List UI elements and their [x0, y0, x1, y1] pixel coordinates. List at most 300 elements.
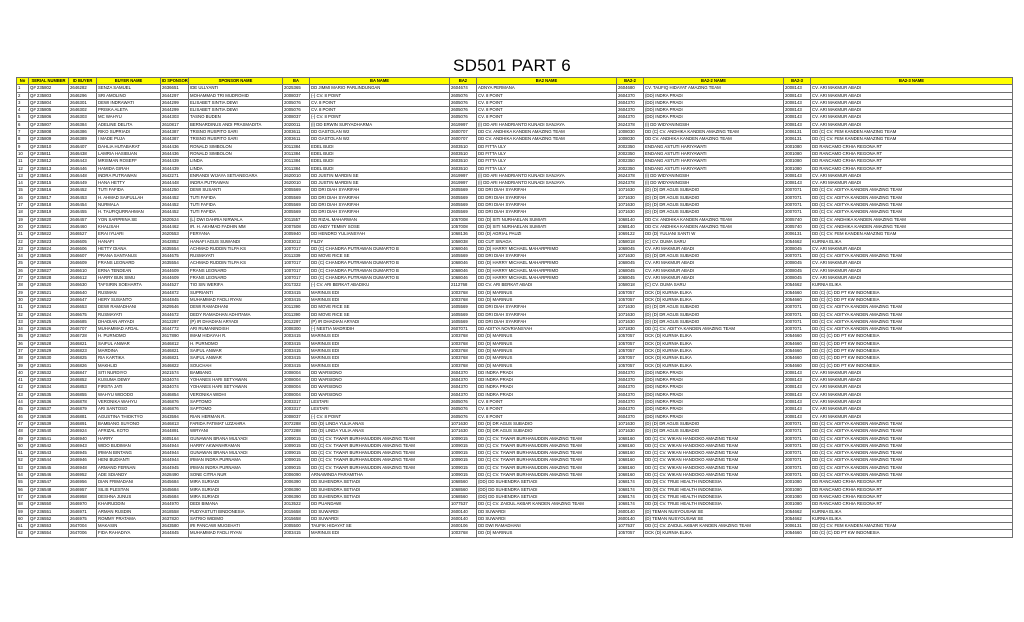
table-cell[interactable]: 2008143: [784, 399, 811, 406]
table-cell[interactable]: 2600140: [450, 515, 477, 522]
table-cell[interactable]: 1003768: [450, 340, 477, 347]
table-cell[interactable]: 2020011: [283, 121, 310, 128]
table-cell[interactable]: 2008143: [784, 92, 811, 99]
table-cell[interactable]: YOHANES HARI SETYAWAN: [189, 384, 283, 391]
table-cell[interactable]: 2604370: [617, 413, 644, 420]
table-cell[interactable]: DD (C) CV. ADITYA KANDEN AMAZING TEAM: [811, 209, 1013, 216]
table-cell[interactable]: DD RANCAMO CRHIA REGONA RT: [811, 493, 1013, 500]
table-cell[interactable]: CV. ARI MAKMUR ABADI: [811, 121, 1013, 128]
table-cell[interactable]: 62: [17, 530, 29, 537]
table-cell[interactable]: 2600106: [450, 523, 477, 530]
table-cell[interactable]: 2619997: [450, 121, 477, 128]
table-cell[interactable]: 1071630: [617, 428, 644, 435]
table-cell[interactable]: DD (D) CV. TRUE HEALTH INDONESIA: [644, 493, 784, 500]
table-cell[interactable]: 1057008: [450, 223, 477, 230]
table-cell[interactable]: 2604370: [617, 369, 644, 376]
table-cell[interactable]: SOUCHAH: [189, 362, 283, 369]
table-cell[interactable]: 6: [17, 121, 29, 128]
table-cell[interactable]: 1071630: [617, 304, 644, 311]
table-cell[interactable]: Q# 236522: [29, 296, 69, 303]
table-cell[interactable]: 2007071: [784, 435, 811, 442]
table-cell[interactable]: EDEL BUDI: [310, 143, 450, 150]
table-cell[interactable]: DCK (D) KURNIA ELIKA: [644, 340, 784, 347]
table-cell[interactable]: 59: [17, 508, 29, 515]
table-cell[interactable]: 1605569: [450, 304, 477, 311]
table-cell[interactable]: SAPTOMO: [189, 406, 283, 413]
table-cell[interactable]: 1068174: [617, 493, 644, 500]
table-cell[interactable]: H. PURNOMO: [97, 333, 161, 340]
table-cell[interactable]: TUTI FAFIDA: [189, 202, 283, 209]
table-cell[interactable]: DD DRI DIAH SYARIFAH: [477, 209, 617, 216]
table-cell[interactable]: DD (C) CV. WIKAN HANDOKO AMAZING TEAM: [644, 472, 784, 479]
table-cell[interactable]: 2005076: [283, 99, 310, 106]
table-cell[interactable]: SATRIO WIDIMO: [189, 515, 283, 522]
table-cell[interactable]: 2013522: [283, 501, 310, 508]
table-cell[interactable]: YON SARPRINA SE: [97, 216, 161, 223]
table-cell[interactable]: 2644452: [161, 202, 189, 209]
table-cell[interactable]: MARINUS EDI: [310, 530, 450, 537]
table-cell[interactable]: 45: [17, 406, 29, 413]
table-cell[interactable]: Q# 235808: [29, 129, 69, 136]
table-cell[interactable]: BAMBANG SUYONO: [97, 420, 161, 427]
table-cell[interactable]: 2646812: [161, 340, 189, 347]
table-cell[interactable]: 1003768: [450, 530, 477, 537]
table-cell[interactable]: 2644675: [161, 253, 189, 260]
table-cell[interactable]: (-) CV. 8 POINT: [310, 413, 450, 420]
table-cell[interactable]: 2644609: [161, 275, 189, 282]
table-cell[interactable]: 12: [17, 165, 29, 172]
table-cell[interactable]: ADNYA PERMANA: [477, 85, 617, 92]
table-cell[interactable]: 2646881: [69, 413, 97, 420]
table-cell[interactable]: DD SUWARDI: [310, 515, 450, 522]
table-cell[interactable]: 2646847: [69, 369, 97, 376]
table-cell[interactable]: 2008143: [784, 406, 811, 413]
table-cell[interactable]: MUHAMMAD AFDAL: [97, 326, 161, 333]
table-cell[interactable]: 18: [17, 209, 29, 216]
table-cell[interactable]: 2003415: [283, 530, 310, 537]
table-cell[interactable]: DD (C) CV. WIKAN HANDOKO AMAZING TEAM: [644, 464, 784, 471]
table-cell[interactable]: TRISNO RUSPITO SARI: [189, 129, 283, 136]
table-cell[interactable]: 16: [17, 194, 29, 201]
table-cell[interactable]: 2605076: [450, 406, 477, 413]
table-cell[interactable]: 2604370: [617, 399, 644, 406]
table-cell[interactable]: 2647004: [69, 523, 97, 530]
table-cell[interactable]: RUSMAN: [97, 289, 161, 296]
table-cell[interactable]: 2054662: [784, 238, 811, 245]
table-cell[interactable]: 2604370: [617, 384, 644, 391]
table-cell[interactable]: 32: [17, 311, 29, 318]
table-cell[interactable]: 2635554: [161, 245, 189, 252]
table-cell[interactable]: Q# 236542: [29, 442, 69, 449]
table-cell[interactable]: (I) DD ERWIN SURYADHARMA: [310, 121, 450, 128]
table-cell[interactable]: FARIDA FATIMAT UZZAHRA: [189, 420, 283, 427]
table-cell[interactable]: CV. ARI MAKMUR ABADI: [811, 275, 1013, 282]
table-cell[interactable]: (D) (D) DR AGUS SUBADIO: [644, 428, 784, 435]
table-cell[interactable]: DD (C) CV. ADITYA KANDEN AMAZING TEAM: [811, 318, 1013, 325]
table-cell[interactable]: Q# 236536: [29, 399, 69, 406]
table-cell[interactable]: Q# 235816: [29, 187, 69, 194]
table-cell[interactable]: DEDI BIMANA: [189, 501, 283, 508]
table-cell[interactable]: 2001080: [784, 501, 811, 508]
table-cell[interactable]: 53: [17, 464, 29, 471]
table-cell[interactable]: 1009015: [283, 450, 310, 457]
table-cell[interactable]: TUTI FAFIDA: [189, 209, 283, 216]
table-cell[interactable]: Q# 236523: [29, 304, 69, 311]
table-cell[interactable]: DD DRI DIAH SYARIFAH: [477, 311, 617, 318]
table-cell[interactable]: 23: [17, 245, 29, 252]
table-cell[interactable]: INDRA PUTRAWAN: [97, 172, 161, 179]
table-cell[interactable]: 2005569: [283, 194, 310, 201]
table-cell[interactable]: Q# 236552: [29, 515, 69, 522]
table-cell[interactable]: 2025365: [283, 85, 310, 92]
table-cell[interactable]: DEWI SUSANTI: [189, 187, 283, 194]
table-cell[interactable]: Q# 235811: [29, 150, 69, 157]
table-cell[interactable]: DD (C) CV. ADITYA KANDEN AMAZING TEAM: [811, 450, 1013, 457]
table-cell[interactable]: H. PURNOMO: [189, 340, 283, 347]
table-cell[interactable]: 1058038: [450, 238, 477, 245]
table-cell[interactable]: Q# 235803: [29, 92, 69, 99]
table-cell[interactable]: 1068560: [450, 479, 477, 486]
table-cell[interactable]: 1605569: [450, 311, 477, 318]
table-cell[interactable]: HARRY: [97, 435, 161, 442]
table-cell[interactable]: 2644439: [161, 165, 189, 172]
table-cell[interactable]: Q# 236535: [29, 391, 69, 398]
table-cell[interactable]: 2008004: [283, 384, 310, 391]
table-cell[interactable]: Q# 236553: [29, 523, 69, 530]
table-cell[interactable]: FRANS LEONARD: [189, 275, 283, 282]
table-cell[interactable]: (-) CV. 8 POINT: [310, 92, 450, 99]
table-cell[interactable]: Q# 236529: [29, 347, 69, 354]
table-cell[interactable]: 2646685: [69, 318, 97, 325]
table-cell[interactable]: 1068045: [617, 260, 644, 267]
table-cell[interactable]: 1068160: [617, 435, 644, 442]
table-cell[interactable]: Q# 235820: [29, 216, 69, 223]
table-cell[interactable]: DD SUWARDI: [477, 515, 617, 522]
table-cell[interactable]: DD MOVE RICE SE: [310, 311, 450, 318]
table-cell[interactable]: TIO SIN WERIFA: [189, 282, 283, 289]
table-cell[interactable]: MARINUS EDI: [310, 333, 450, 340]
table-cell[interactable]: DD (D) MARINUS: [477, 296, 617, 303]
table-cell[interactable]: 2008143: [784, 114, 811, 121]
table-cell[interactable]: 4: [17, 107, 29, 114]
table-cell[interactable]: 2646945: [69, 450, 97, 457]
table-cell[interactable]: 2646957: [69, 486, 97, 493]
table-cell[interactable]: Q# 236530: [29, 355, 69, 362]
table-cell[interactable]: ACHMAD RUDDIN TILPA KS: [189, 260, 283, 267]
table-cell[interactable]: 2604370: [450, 377, 477, 384]
table-cell[interactable]: 2603510: [450, 143, 477, 150]
table-cell[interactable]: DD ANDY TEMMY SOSE: [310, 223, 450, 230]
table-cell[interactable]: DD (D) LINDA YULIA ANAS: [310, 428, 450, 435]
table-cell[interactable]: 1605569: [450, 318, 477, 325]
table-cell[interactable]: Q# 235814: [29, 172, 69, 179]
table-cell[interactable]: 51: [17, 450, 29, 457]
table-cell[interactable]: 2054660: [784, 333, 811, 340]
table-cell[interactable]: DD (C) CV. TAWAR BURHANUDDIN AMAZING TEAM: [477, 442, 617, 449]
table-cell[interactable]: 2644970: [161, 501, 189, 508]
table-cell[interactable]: Q# 236534: [29, 384, 69, 391]
table-cell[interactable]: 38: [17, 355, 29, 362]
table-cell[interactable]: DD (D) MARINUS: [477, 355, 617, 362]
table-cell[interactable]: 1009015: [450, 442, 477, 449]
table-cell[interactable]: DD (C) CHANDRA PUTRAWAN DUMARTO B: [310, 245, 450, 252]
table-cell[interactable]: 2646958: [69, 493, 97, 500]
column-header[interactable]: BA2-3: [784, 78, 811, 85]
table-cell[interactable]: 2617890: [161, 333, 189, 340]
table-cell[interactable]: CV. ARI MAKMUR ABADI: [811, 99, 1013, 106]
table-cell[interactable]: 1003768: [450, 296, 477, 303]
table-cell[interactable]: 2646443: [69, 158, 97, 165]
table-cell[interactable]: DIAN FRIMADANI: [97, 479, 161, 486]
table-cell[interactable]: 2629546: [161, 304, 189, 311]
table-cell[interactable]: 2001080: [784, 493, 811, 500]
table-cell[interactable]: 2646855: [69, 391, 97, 398]
table-cell[interactable]: 2646448: [69, 172, 97, 179]
table-cell[interactable]: 2646728: [69, 333, 97, 340]
table-cell[interactable]: KURNIA ELIKA: [811, 508, 1013, 515]
table-cell[interactable]: DD (C) (C) DD PT KW INDONESIA: [811, 296, 1013, 303]
table-cell[interactable]: DD (D) MARINUS: [477, 340, 617, 347]
table-cell[interactable]: 56: [17, 486, 29, 493]
table-cell[interactable]: Q# 236539: [29, 420, 69, 427]
table-cell[interactable]: 2603510: [450, 165, 477, 172]
table-cell[interactable]: KURNIA ELIKA: [811, 282, 1013, 289]
table-cell[interactable]: DD DWI RAMADHANI: [477, 523, 617, 530]
table-cell[interactable]: 1071630: [617, 420, 644, 427]
table-cell[interactable]: DD (D) DR AGUS SUBADIO: [477, 420, 617, 427]
table-cell[interactable]: 2605076: [450, 99, 477, 106]
table-cell[interactable]: INDRA PUTRAWAN: [189, 180, 283, 187]
table-cell[interactable]: DD RANCAMO CRHIA REGONA RT: [811, 501, 1013, 508]
column-header[interactable]: BUYER NAME: [97, 78, 161, 85]
table-cell[interactable]: 2600140: [450, 508, 477, 515]
table-cell[interactable]: 2008045: [784, 260, 811, 267]
table-cell[interactable]: 2008143: [784, 369, 811, 376]
table-cell[interactable]: DCK (D) KURNIA ELIKA: [644, 530, 784, 537]
table-cell[interactable]: 2644672: [161, 311, 189, 318]
table-cell[interactable]: Q# 236548: [29, 486, 69, 493]
table-cell[interactable]: (C) CV. DUMA SARU: [644, 238, 784, 245]
table-cell[interactable]: 2645684: [161, 479, 189, 486]
table-cell[interactable]: 2646853: [69, 384, 97, 391]
table-cell[interactable]: 2644387: [161, 129, 189, 136]
table-cell[interactable]: 1009015: [450, 435, 477, 442]
table-cell[interactable]: Q# 235819: [29, 209, 69, 216]
table-cell[interactable]: IR. H. AKHMAD FADHIN MM: [189, 223, 283, 230]
table-cell[interactable]: Q# 236545: [29, 464, 69, 471]
table-cell[interactable]: DD INDRA PRADI: [477, 384, 617, 391]
column-header[interactable]: ID SPONSOR: [162, 78, 188, 83]
table-cell[interactable]: 2011390: [283, 311, 310, 318]
table-cell[interactable]: 48: [17, 428, 29, 435]
table-cell[interactable]: 2646823: [69, 347, 97, 354]
table-cell[interactable]: 52: [17, 457, 29, 464]
table-cell[interactable]: 2008045: [784, 267, 811, 274]
table-cell[interactable]: Q# 236549: [29, 493, 69, 500]
table-cell[interactable]: (DD) INDRA PRADI: [644, 369, 784, 376]
table-cell[interactable]: 2647006: [69, 530, 97, 537]
table-cell[interactable]: (DD) INDRA PRADI: [644, 413, 784, 420]
table-cell[interactable]: DD (D) HARRY MICHAEL MAHARPRIMO: [477, 245, 617, 252]
table-cell[interactable]: 2002350: [617, 150, 644, 157]
table-cell[interactable]: KHAIRUDDIN: [97, 501, 161, 508]
table-cell[interactable]: Q# 236546: [29, 472, 69, 479]
table-cell[interactable]: 2646852: [69, 377, 97, 384]
table-cell[interactable]: DD (C) CV. ADITYA KANDEN AMAZING TEAM: [811, 304, 1013, 311]
table-cell[interactable]: 2003611: [283, 129, 310, 136]
table-cell[interactable]: 2643594: [161, 413, 189, 420]
table-cell[interactable]: 31: [17, 304, 29, 311]
table-cell[interactable]: CV. 8 POINT: [477, 114, 617, 121]
table-cell[interactable]: DD (D) CV. TRUE HEALTH INDONESIA: [644, 501, 784, 508]
table-cell[interactable]: 2646940: [69, 435, 97, 442]
table-cell[interactable]: DD (C) (C) DD PT KW INDONESIA: [811, 347, 1013, 354]
table-cell[interactable]: Q# 235807: [29, 121, 69, 128]
table-cell[interactable]: ELISABET SINTIA DEWI: [189, 107, 283, 114]
table-cell[interactable]: 1605569: [450, 253, 477, 260]
table-cell[interactable]: CV. ARI MAKMUR ABADI: [644, 245, 784, 252]
table-cell[interactable]: (D) (D) DR AGUS SUBADIO: [644, 253, 784, 260]
table-cell[interactable]: 2604370: [450, 384, 477, 391]
table-cell[interactable]: TASNO BUDEN: [189, 114, 283, 121]
table-cell[interactable]: DD INDRA PRADI: [477, 377, 617, 384]
table-cell[interactable]: YOHANES HARI SETYAWAN: [189, 377, 283, 384]
table-cell[interactable]: DD FITTA ULY: [477, 158, 617, 165]
table-cell[interactable]: 2006131: [784, 231, 811, 238]
table-cell[interactable]: 29: [17, 289, 29, 296]
table-cell[interactable]: DD FITTA ULY: [477, 150, 617, 157]
table-cell[interactable]: DD (D) MARINUS: [477, 333, 617, 340]
table-cell[interactable]: 2605076: [450, 413, 477, 420]
table-cell[interactable]: DD FITTA ULY: [477, 165, 617, 172]
table-cell[interactable]: 2646943: [69, 442, 97, 449]
table-cell[interactable]: 2054660: [784, 355, 811, 362]
table-cell[interactable]: 2002350: [617, 165, 644, 172]
table-cell[interactable]: DD (C) CV. WIKAN HANDOKO AMAZING TEAM: [644, 442, 784, 449]
column-header[interactable]: BA2 NAME: [477, 78, 617, 85]
table-cell[interactable]: DD CV. ANDHIKA KANDEN AMAZING TEAM: [644, 136, 784, 143]
table-cell[interactable]: 2644297: [161, 92, 189, 99]
table-cell[interactable]: 1009015: [450, 464, 477, 471]
table-cell[interactable]: 2011390: [283, 304, 310, 311]
table-cell[interactable]: 22: [17, 238, 29, 245]
table-cell[interactable]: 2008143: [784, 180, 811, 187]
table-cell[interactable]: 1068560: [450, 493, 477, 500]
table-cell[interactable]: DD (C) CV. ADITYA KANDEN AMAZING TEAM: [811, 457, 1013, 464]
table-cell[interactable]: 2644944: [161, 442, 189, 449]
table-cell[interactable]: 1068174: [617, 501, 644, 508]
table-cell[interactable]: 1007017: [283, 275, 310, 282]
table-cell[interactable]: DD CV. ANDHIKA KANDEN AMAZING TEAM: [477, 129, 617, 136]
table-cell[interactable]: HENI BUDIANTI: [97, 457, 161, 464]
table-cell[interactable]: 1009015: [450, 457, 477, 464]
table-cell[interactable]: Q# 236550: [29, 501, 69, 508]
table-cell[interactable]: (DD) DD SUHENDRA SETIADI: [477, 486, 617, 493]
table-cell[interactable]: 1071630: [617, 209, 644, 216]
table-cell[interactable]: ROMMY PRATAMA: [97, 515, 161, 522]
table-cell[interactable]: 2604370: [617, 107, 644, 114]
table-cell[interactable]: DD DRI DIAH SYARIFAH: [477, 304, 617, 311]
table-cell[interactable]: DD (C) CV. ADITYA KANDEN AMAZING TEAM: [811, 187, 1013, 194]
table-cell[interactable]: (DD) INDRA PRADI: [644, 384, 784, 391]
table-cell[interactable]: 1068174: [617, 486, 644, 493]
table-cell[interactable]: 1007017: [283, 267, 310, 274]
table-cell[interactable]: 2646948: [69, 464, 97, 471]
table-cell[interactable]: 2646457: [69, 216, 97, 223]
table-cell[interactable]: 2644387: [161, 136, 189, 143]
table-cell[interactable]: DD (D) MARINUS: [477, 530, 617, 537]
table-cell[interactable]: DCK (D) KURNIA ELIKA: [644, 362, 784, 369]
table-cell[interactable]: 2603510: [450, 158, 477, 165]
table-cell[interactable]: DD (C) CV. ANDHIKA KANDEN AMAZING TEAM: [811, 216, 1013, 223]
table-cell[interactable]: 33: [17, 318, 29, 325]
table-cell[interactable]: DEWI RAMADHANI: [97, 304, 161, 311]
table-cell[interactable]: KUSUMA DEWY: [97, 377, 161, 384]
table-cell[interactable]: (D) TEMAN NUSYOUSAW SE: [644, 515, 784, 522]
table-cell[interactable]: 2054662: [784, 515, 811, 522]
table-cell[interactable]: 2007071: [784, 420, 811, 427]
table-cell[interactable]: 2646296: [69, 92, 97, 99]
table-cell[interactable]: CV. ARI MAKMUR ABADI: [811, 399, 1013, 406]
table-cell[interactable]: 2005740: [784, 223, 811, 230]
table-cell[interactable]: MOHAMMAD TRI MUDROHID: [189, 92, 283, 99]
table-cell[interactable]: LESTARI: [310, 399, 450, 406]
table-cell[interactable]: 2011384: [283, 158, 310, 165]
table-cell[interactable]: DD RIZAL MAHARWAN: [310, 216, 450, 223]
table-cell[interactable]: DD (C) CV. TAWAR BURHANUDDIN AMAZING TEAM: [477, 464, 617, 471]
table-cell[interactable]: 1071630: [450, 420, 477, 427]
table-cell[interactable]: 13: [17, 172, 29, 179]
table-cell[interactable]: LESTARI: [310, 406, 450, 413]
table-cell[interactable]: CV. 8 POINT: [477, 399, 617, 406]
column-header[interactable]: SPONSOR NAME: [189, 78, 283, 85]
table-cell[interactable]: Q# 236537: [29, 406, 69, 413]
table-cell[interactable]: Q# 236527: [29, 333, 69, 340]
table-cell[interactable]: IDE ULLYANTI: [189, 85, 283, 92]
table-cell[interactable]: CV. 8 POINT: [477, 413, 617, 420]
table-cell[interactable]: 2646460: [69, 223, 97, 230]
table-cell[interactable]: 37: [17, 347, 29, 354]
table-cell[interactable]: CV. 8 POINT: [477, 99, 617, 106]
table-cell[interactable]: 15: [17, 187, 29, 194]
table-cell[interactable]: HERY SUSANTO: [97, 296, 161, 303]
table-cell[interactable]: EDEL BUDI: [310, 150, 450, 157]
table-cell[interactable]: Q# 235822: [29, 231, 69, 238]
table-cell[interactable]: DD (C) CV. WIKAN HANDOKO AMAZING TEAM: [644, 450, 784, 457]
table-cell[interactable]: SITI NURDIYO: [97, 369, 161, 376]
table-cell[interactable]: 39: [17, 362, 29, 369]
table-cell[interactable]: 2642852: [161, 238, 189, 245]
table-cell[interactable]: Q# 235815: [29, 180, 69, 187]
table-cell[interactable]: 54: [17, 472, 29, 479]
table-cell[interactable]: 1071630: [617, 253, 644, 260]
column-header[interactable]: BA: [283, 78, 310, 85]
table-cell[interactable]: (I) DD ARI HANDRIANTO KUNADI SANJAYA: [477, 172, 617, 179]
table-cell[interactable]: 2600707: [450, 129, 477, 136]
table-cell[interactable]: 2007071: [784, 253, 811, 260]
table-cell[interactable]: CV. ARI MAKMUR ABADI: [811, 92, 1013, 99]
table-cell[interactable]: RIA KARTIKA: [97, 355, 161, 362]
table-cell[interactable]: DD WARSIDNO: [310, 377, 450, 384]
table-cell[interactable]: 1068160: [617, 442, 644, 449]
table-cell[interactable]: DCK (D) KURNIA ELIKA: [644, 296, 784, 303]
table-cell[interactable]: 2003317: [283, 406, 310, 413]
table-cell[interactable]: DD (C) CV. TAWAR BURHANUDDIN AMAZING TEAM: [477, 450, 617, 457]
table-cell[interactable]: RUSMAYATI: [97, 311, 161, 318]
table-cell[interactable]: 2008037: [283, 114, 310, 121]
table-cell[interactable]: 2604680: [617, 85, 644, 92]
table-cell[interactable]: Q# 236538: [29, 413, 69, 420]
